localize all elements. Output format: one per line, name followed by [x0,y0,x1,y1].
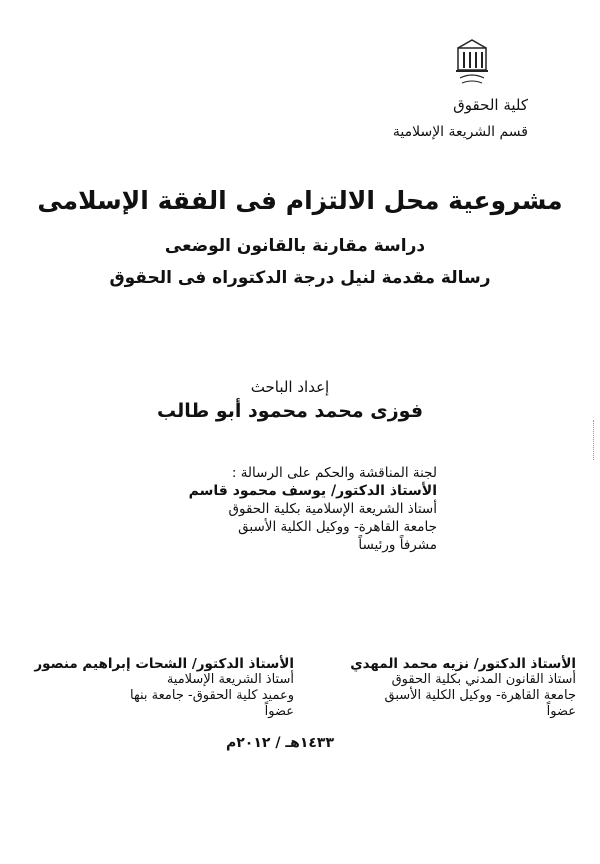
preparation-label: إعداد الباحث [250,378,330,396]
member-right-title: أستاذ القانون المدني بكلية الحقوق [391,672,576,687]
member-left-role: عضواً [264,704,294,719]
faculty-name: كلية الحقوق [453,96,528,114]
committee-block [189,464,437,554]
member-right-name: الأستاذ الدكتور/ نزيه محمد المهدي [350,656,576,672]
committee-chair-title: أستاذ الشريعة الإسلامية بكلية الحقوق [228,501,437,517]
committee-member-right [350,656,576,720]
university-logo-icon [450,38,494,86]
member-left-affiliation: وعميد كلية الحقوق- جامعة بنها [130,688,294,703]
thesis-date: ١٤٣٣هـ / ٢٠١٢م [226,735,334,751]
committee-member-left [34,656,294,720]
thesis-purpose: رسالة مقدمة لنيل درجة الدكتوراه فى الحقوق [109,268,491,288]
researcher-name: فوزى محمد محمود أبو طالب [156,400,424,422]
member-right-role: عضواً [546,704,576,719]
thesis-subtitle: دراسة مقارنة بالقانون الوضعى [164,236,426,256]
member-left-title: أستاذ الشريعة الإسلامية [166,672,294,687]
member-left-name: الأستاذ الدكتور/ الشحات إبراهيم منصور [34,656,294,672]
member-right-affiliation: جامعة القاهرة- ووكيل الكلية الأسبق [384,688,576,703]
committee-chair-name: الأستاذ الدكتور/ يوسف محمود قاسم [188,483,437,499]
scan-margin-mark [589,420,594,460]
committee-heading: لجنة المناقشة والحكم على الرسالة : [231,465,437,481]
committee-chair-affiliation: جامعة القاهرة- ووكيل الكلية الأسبق [238,519,437,535]
committee-chair-role: مشرفاً ورئيساً [358,537,437,553]
thesis-title: مشروعية محل الالتزام فى الفقة الإسلامى [37,186,563,215]
department-name: قسم الشريعة الإسلامية [392,124,528,140]
